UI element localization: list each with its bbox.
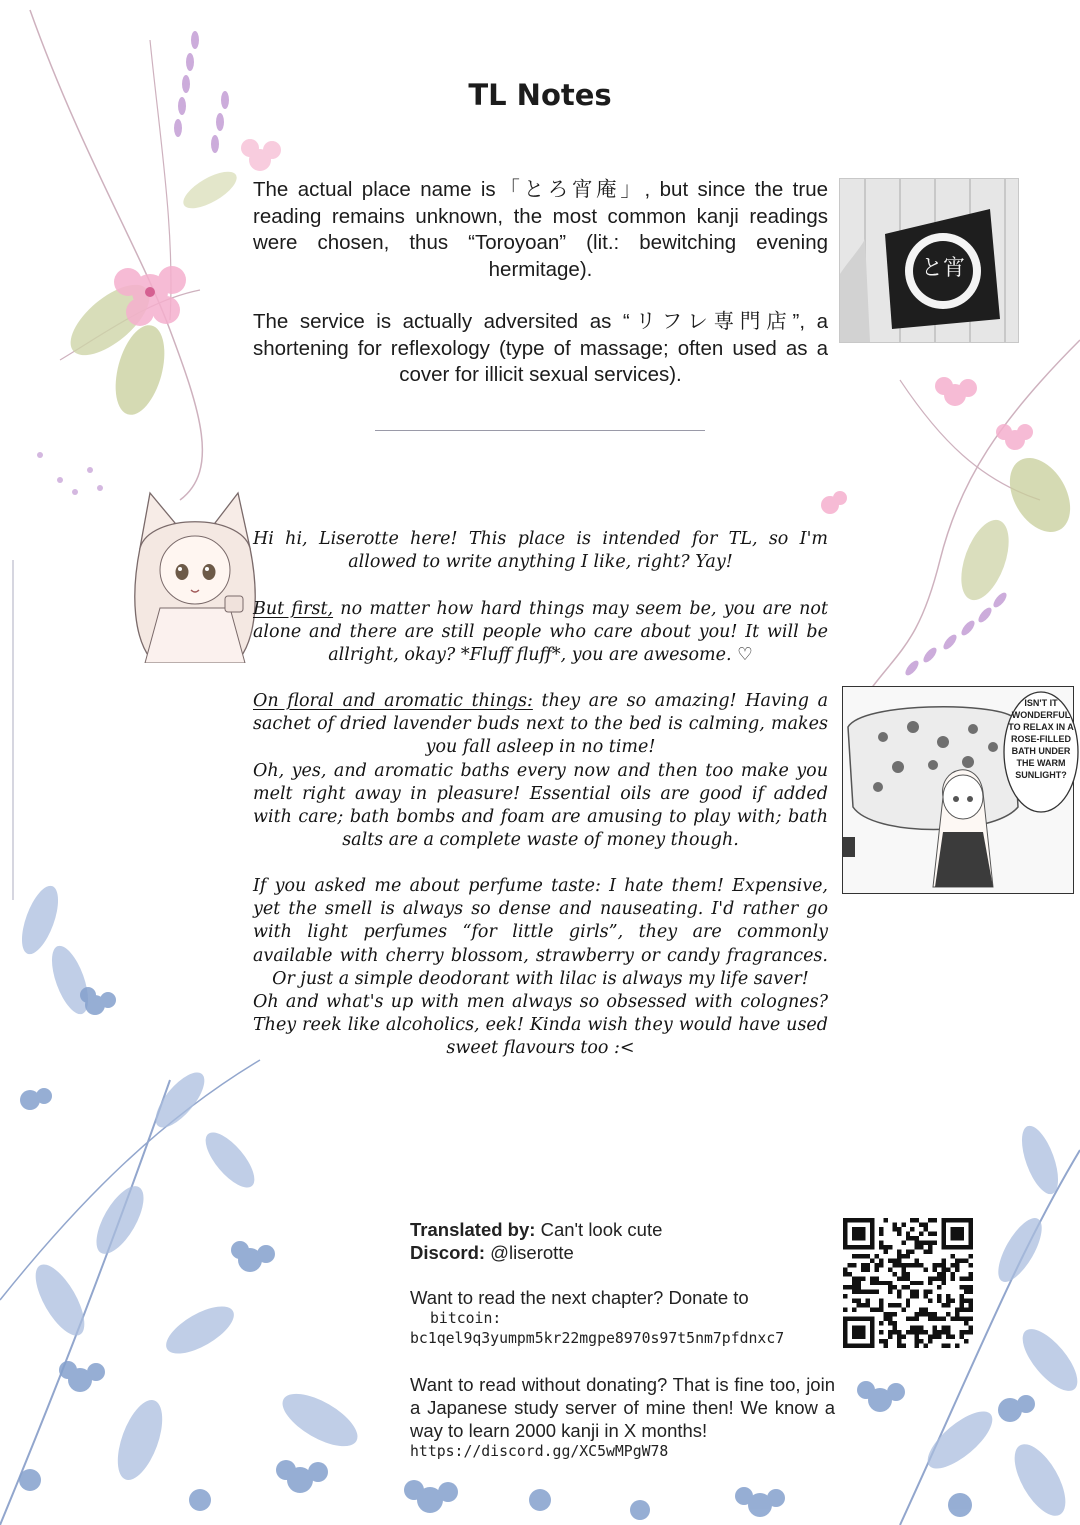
discord-label: Discord: — [410, 1242, 486, 1263]
bitcoin-address[interactable]: bc1qel9q3yumpm5kr22mgpe8970s97t5nm7pfdnxc7 — [410, 1330, 785, 1347]
speech-bubble-text: ISN'T IT WONDERFUL TO RELAX IN A ROSE-FILLED BATH UNDER THE WARM SUNLIGHT? — [1008, 698, 1074, 780]
discord-handle: @liserotte — [485, 1242, 574, 1263]
sign-glyph-text: と宵 — [920, 256, 966, 281]
message-floral-heading: On floral and aromatic things: — [253, 691, 533, 711]
message-floral-body-2: Oh, yes, and aromatic baths every now and then too make you melt right away in pleasure! Essential oils are good if added with care; bath bombs and foam are amusing to play with; bath salts are a complete waste of money though. — [253, 760, 828, 851]
sign-panel-image — [839, 178, 1019, 343]
message-encouragement — [253, 598, 828, 668]
liserotte-mascot-illustration — [130, 488, 260, 663]
translated-by-line — [410, 1218, 835, 1241]
translated-by-value: Can't look cute — [535, 1219, 663, 1240]
section-divider — [375, 430, 705, 431]
discord-handle-line — [410, 1241, 835, 1264]
message-perfume-heading: If you asked me about perfume taste: — [253, 876, 601, 896]
donate-text: Want to read the next chapter? Donate to — [410, 1287, 749, 1308]
tl-note-place-name: The actual place name is「とろ宵庵」, but since the true reading remains unknown, the most common kanji readings were chosen, thus “Toroyoan” (lit.: bewitching evening hermitage). — [253, 178, 828, 281]
message-floral-body: they are so amazing! Having a sachet of dried lavender buds next to the bed is calming, makes you fall asleep in no time! — [253, 691, 829, 758]
message-intro: Hi hi, Liserotte here! This place is intended for TL, so I'm allowed to write anything I like, right? Yay! — [253, 529, 828, 573]
message-perfume-body: I hate them! Expensive, yet the smell is always so dense and nauseating. I'd rather go with light perfumes “for little girls”, they are commonly available with cherry blossom, strawberry or candy fragrances. Or just a simple deodorant with lilac is always my life saver! — [253, 876, 828, 989]
qr-code[interactable] — [843, 1218, 973, 1348]
bitcoin-label: bitcoin: — [430, 1310, 502, 1327]
message-perfume — [253, 875, 828, 1061]
credits-block — [410, 1218, 835, 1462]
discord-invite-link[interactable]: https://discord.gg/XC5wMPgW78 — [410, 1443, 669, 1460]
page-title: TL Notes — [468, 78, 612, 112]
translated-by-label: Translated by: — [410, 1219, 536, 1240]
no-donate-text: Want to read without donating? That is fine too, join a Japanese study server of mine then! We know a way to learn 2000 kanji in X months! — [410, 1374, 835, 1441]
tl-note-service: The service is actually adversited as “リフレ専門店”, a shortening for reflexology (type of massage; often used as a cover for illicit sexual services). — [253, 310, 828, 386]
message-perfume-body-2: Oh and what's up with men always so obsessed with colognes? They reek like alcoholics, eek! Kinda wish they would have used sweet flavours too :< — [253, 992, 828, 1059]
qr-code-image — [843, 1218, 973, 1348]
message-floral — [253, 690, 828, 852]
sign-illustration — [840, 179, 1018, 342]
message-encouragement-body: no matter how hard things may seem be, you are not alone and there are still people who care about you! It will be allright, okay? *Fluff fluff*, you are awesome. ♡ — [253, 599, 829, 666]
right-floral-decoration — [821, 340, 1080, 690]
message-encouragement-heading: But first, — [253, 599, 334, 619]
